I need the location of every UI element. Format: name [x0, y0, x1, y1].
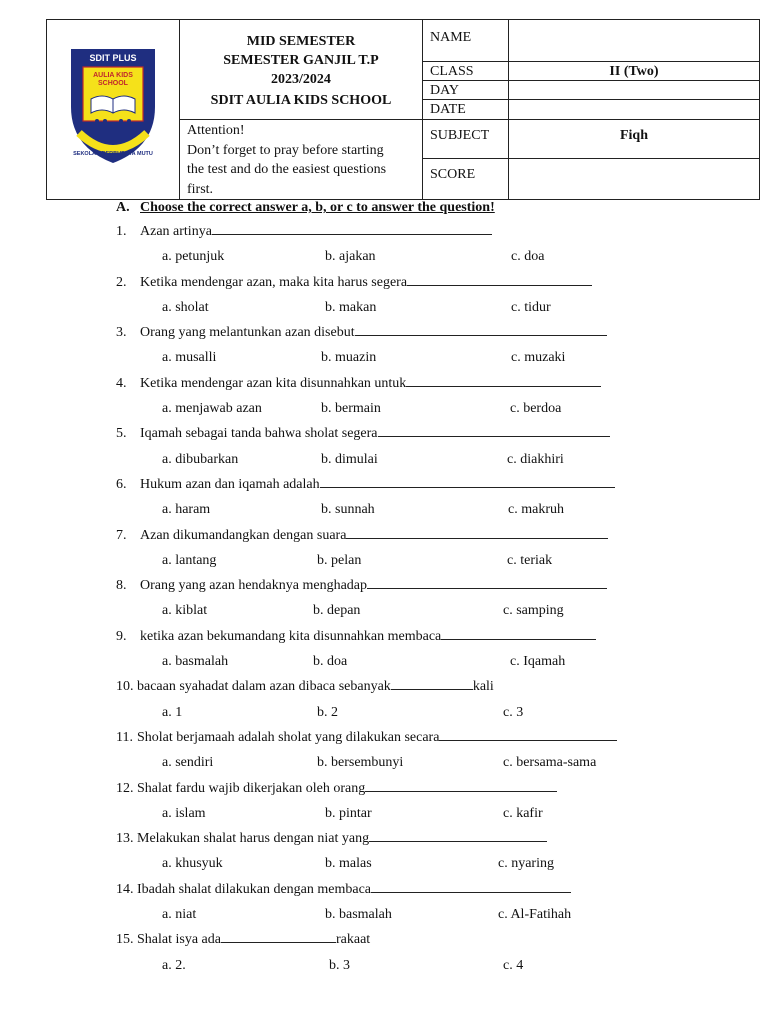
question-options: [116, 902, 736, 927]
exam-title-line: SEMESTER GANJIL T.P: [223, 53, 379, 68]
question-number: 14.: [116, 881, 134, 897]
question-text: Ibadah shalat dilakukan dengan membaca: [137, 881, 372, 897]
question-number: 12.: [116, 780, 134, 796]
question-number: 15.: [116, 932, 134, 948]
answer-blank[interactable]: [441, 624, 596, 640]
question-text: Azan artinya: [140, 224, 212, 239]
question-item: [116, 371, 736, 396]
option-b[interactable]: b. pelan: [317, 552, 362, 568]
question-number: 10.: [116, 679, 134, 695]
question-item: [116, 320, 736, 345]
answer-blank[interactable]: [378, 421, 610, 437]
section-instruction: Choose the correct answer a, b, or c to answer the question!: [140, 200, 495, 215]
logo-top-text: SDIT PLUS: [89, 53, 137, 63]
school-logo-cell: [47, 20, 180, 200]
option-c[interactable]: c. tidur: [511, 299, 551, 315]
option-c[interactable]: c. Al-Fatihah: [498, 907, 572, 923]
option-b[interactable]: b. doa: [313, 654, 348, 670]
option-b[interactable]: b. basmalah: [325, 907, 392, 923]
answer-blank[interactable]: [371, 877, 571, 893]
question-options: [116, 396, 736, 421]
question-text: Orang yang melantunkan azan disebut: [140, 325, 355, 341]
answer-blank[interactable]: [221, 927, 336, 943]
option-a[interactable]: a. 2.: [162, 957, 186, 973]
question-text: bacaan syahadat dalam azan dibaca sebanyak: [137, 679, 391, 695]
section-heading: [116, 197, 736, 219]
day-field[interactable]: [509, 81, 760, 100]
option-a[interactable]: a. petunjuk: [162, 249, 225, 265]
question-text: Orang yang azan hendaknya menghadap: [140, 578, 368, 594]
option-c[interactable]: c. Iqamah: [510, 654, 566, 670]
question-options: [116, 598, 736, 623]
answer-blank[interactable]: [439, 725, 617, 741]
question-item: [116, 573, 736, 598]
option-a[interactable]: a. menjawab azan: [162, 401, 262, 417]
option-c[interactable]: c. 3: [503, 704, 524, 720]
attention-line: Attention!: [187, 123, 245, 138]
exam-title-cell: [180, 20, 423, 120]
question-options: [116, 801, 736, 826]
question-item: [116, 674, 736, 699]
question-text: Iqamah sebagai tanda bahwa sholat segera: [140, 426, 378, 442]
question-item: [116, 725, 736, 750]
exam-title-line: SDIT AULIA KIDS SCHOOL: [210, 93, 392, 108]
option-b[interactable]: b. sunnah: [321, 502, 375, 518]
question-text: Azan dikumandangkan dengan suara: [140, 527, 347, 543]
question-item: [116, 877, 736, 902]
logo-school-text-2: SCHOOL: [98, 80, 128, 87]
exam-title-line: 2023/2024: [271, 72, 331, 87]
attention-line: Don’t forget to pray before starting: [187, 142, 384, 158]
option-a[interactable]: a. 1: [162, 704, 183, 720]
subject-field[interactable]: Fiqh: [509, 120, 760, 159]
question-suffix: rakaat: [335, 932, 371, 948]
attention-note: [180, 120, 423, 200]
answer-blank[interactable]: [391, 674, 473, 690]
question-options: [116, 953, 736, 978]
option-c[interactable]: c. muzaki: [511, 350, 566, 366]
question-item: [116, 421, 736, 446]
question-number: 7.: [116, 527, 127, 543]
option-c[interactable]: c. makruh: [508, 502, 564, 518]
question-number: 6.: [116, 476, 127, 492]
question-number: 8.: [116, 578, 127, 594]
option-b[interactable]: b. depan: [313, 603, 361, 619]
option-a[interactable]: a. khusyuk: [162, 856, 223, 872]
option-b[interactable]: b. bermain: [321, 401, 381, 417]
option-c[interactable]: c. nyaring: [498, 856, 554, 872]
school-logo: [63, 47, 163, 167]
question-text: Hukum azan dan iqamah adalah: [140, 476, 320, 492]
logo-ring-text: SEKOLAH BERBUDAYA MUTU: [73, 151, 153, 157]
question-options: [116, 345, 736, 370]
option-c[interactable]: c. doa: [511, 249, 545, 265]
question-text: Shalat fardu wajib dikerjakan oleh orang: [137, 780, 366, 796]
day-label: DAY: [423, 81, 509, 100]
option-b[interactable]: b. makan: [325, 299, 377, 315]
question-item: [116, 826, 736, 851]
date-label: DATE: [423, 100, 509, 120]
answer-blank[interactable]: [355, 320, 607, 336]
name-label: NAME: [423, 20, 509, 62]
option-a[interactable]: a. musalli: [162, 350, 217, 366]
question-options: [116, 295, 736, 320]
question-text: Shalat isya ada: [137, 932, 221, 948]
date-field[interactable]: [509, 100, 760, 120]
question-options: [116, 700, 736, 725]
option-a[interactable]: a. kiblat: [162, 603, 208, 619]
question-item: [116, 219, 736, 244]
class-label: CLASS: [423, 62, 509, 81]
question-number: 3.: [116, 325, 127, 341]
option-b[interactable]: b. malas: [325, 856, 372, 872]
question-item: [116, 776, 736, 801]
option-b[interactable]: b. bersembunyi: [317, 755, 404, 771]
option-b[interactable]: b. ajakan: [325, 249, 376, 265]
option-b[interactable]: b. 2: [317, 704, 338, 720]
option-a[interactable]: a. basmalah: [162, 654, 229, 670]
option-b[interactable]: b. pintar: [325, 805, 372, 821]
question-options: [116, 447, 736, 472]
question-item: [116, 927, 736, 952]
question-number: 11.: [116, 729, 133, 745]
question-number: 2.: [116, 274, 127, 290]
option-a[interactable]: a. lantang: [162, 552, 217, 568]
question-text: ketika azan bekumandang kita disunnahkan membaca: [140, 628, 442, 644]
question-item: [116, 270, 736, 295]
question-options: [116, 548, 736, 573]
answer-blank[interactable]: [406, 371, 601, 387]
question-number: 5.: [116, 426, 127, 442]
answer-blank[interactable]: [407, 270, 592, 286]
answer-blank[interactable]: [369, 826, 547, 842]
option-b[interactable]: b. 3: [329, 957, 350, 973]
option-c[interactable]: c. berdoa: [510, 401, 562, 417]
question-number: 1.: [116, 224, 127, 239]
class-field[interactable]: II (Two): [509, 62, 760, 81]
score-field[interactable]: [509, 158, 760, 199]
question-options: [116, 497, 736, 522]
option-c[interactable]: c. teriak: [507, 552, 553, 568]
option-c[interactable]: c. bersama-sama: [503, 755, 597, 771]
question-number: 9.: [116, 628, 127, 644]
answer-blank[interactable]: [346, 523, 608, 539]
section-letter: A.: [116, 200, 130, 215]
question-suffix: kali: [472, 679, 494, 695]
option-a[interactable]: a. haram: [162, 502, 211, 518]
question-text: Sholat berjamaah adalah sholat yang dilakukan secara: [137, 729, 440, 745]
option-b[interactable]: b. muazin: [321, 350, 377, 366]
answer-blank[interactable]: [367, 573, 607, 589]
option-a[interactable]: a. sholat: [162, 299, 209, 315]
question-options: [116, 649, 736, 674]
answer-blank[interactable]: [212, 219, 492, 235]
option-c[interactable]: c. diakhiri: [507, 451, 564, 467]
question-text: Ketika mendengar azan, maka kita harus segera: [140, 274, 408, 290]
question-item: [116, 624, 736, 649]
answer-blank[interactable]: [320, 472, 615, 488]
option-a[interactable]: a. islam: [162, 805, 206, 821]
exam-title-line: MID SEMESTER: [246, 34, 356, 49]
exam-header-table: [46, 19, 760, 200]
answer-blank[interactable]: [365, 776, 557, 792]
score-label: SCORE: [423, 158, 509, 199]
question-item: [116, 472, 736, 497]
option-b[interactable]: b. dimulai: [321, 451, 378, 467]
question-number: 13.: [116, 831, 134, 847]
question-options: [116, 851, 736, 876]
logo-school-text-1: AULIA KIDS: [93, 72, 133, 79]
question-item: [116, 523, 736, 548]
option-c[interactable]: c. samping: [503, 603, 564, 619]
option-a[interactable]: a. dibubarkan: [162, 451, 239, 467]
question-options: [116, 750, 736, 775]
question-number: 4.: [116, 375, 127, 391]
question-text: Melakukan shalat harus dengan niat yang: [137, 831, 370, 847]
question-section: [116, 197, 736, 978]
attention-line: first.: [187, 181, 214, 197]
attention-line: the test and do the easiest questions: [187, 162, 387, 177]
question-options: [116, 244, 736, 269]
option-c[interactable]: c. kafir: [503, 805, 543, 821]
option-a[interactable]: a. sendiri: [162, 755, 214, 771]
subject-label: SUBJECT: [423, 120, 509, 159]
name-field[interactable]: [509, 20, 760, 62]
option-c[interactable]: c. 4: [503, 957, 524, 973]
option-a[interactable]: a. niat: [162, 907, 197, 923]
question-text: Ketika mendengar azan kita disunnahkan untuk: [140, 375, 407, 391]
